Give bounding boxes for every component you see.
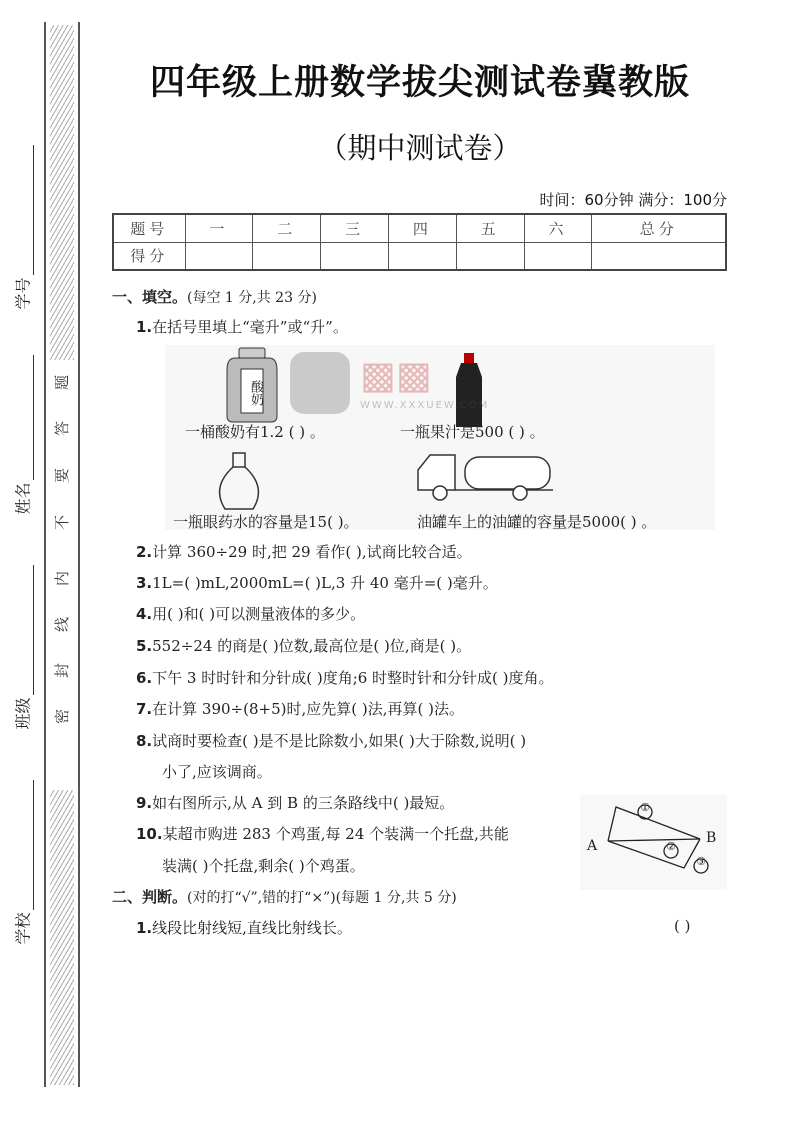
seal-char: 答	[53, 420, 72, 437]
seal-char: 封	[53, 662, 72, 679]
margin-line	[44, 22, 46, 1087]
judge-question-1	[136, 917, 352, 938]
question-text: 1L=( )mL,2000mL=( )L,3 升 40 毫升=( )毫升。	[152, 574, 498, 592]
oil-tanker-truck-icon	[418, 455, 553, 500]
question-7	[136, 698, 464, 719]
seal-char: 题	[53, 374, 72, 391]
table-cell: 得分	[113, 242, 185, 270]
section-title: 一、填空。	[112, 288, 188, 306]
student-id-label: 学号	[13, 277, 33, 310]
point-a-label: A	[587, 838, 598, 854]
watermark-logo: ▩▩ WWW.XXXUEW.COM	[290, 352, 520, 416]
table-cell: 二	[253, 214, 321, 242]
question-number: 2.	[136, 543, 153, 561]
field-underline	[33, 145, 34, 275]
exam-body	[112, 0, 732, 1122]
yogurt-label: 酸奶	[248, 380, 263, 406]
page-title: 四年级上册数学拔尖测试卷冀教版	[149, 63, 690, 103]
question-number: 9.	[136, 794, 153, 812]
eye-drop-bottle-icon	[220, 453, 259, 509]
seal-char: 不	[53, 514, 72, 531]
question-2	[136, 541, 472, 562]
field-underline	[33, 780, 34, 910]
question-text: 线段比射线短,直线比射线长。	[152, 919, 352, 937]
question-number: 3.	[136, 574, 153, 592]
hatch-pattern	[50, 25, 74, 360]
hatch-pattern	[50, 790, 74, 1085]
table-cell: 五	[456, 214, 524, 242]
point-b-label: B	[706, 830, 717, 846]
name-label: 姓名	[13, 482, 33, 515]
question-number: 4.	[136, 605, 153, 623]
question-6	[136, 667, 554, 688]
question-1	[136, 316, 348, 337]
table-cell: 一	[185, 214, 253, 242]
question-text: 某超市购进 283 个鸡蛋,每 24 个装满一个托盘,共能	[162, 825, 509, 843]
seal-char: 线	[53, 616, 72, 633]
question-3	[136, 572, 498, 593]
route-1-label: ①	[640, 801, 650, 814]
page-subtitle: （期中测试卷）	[318, 131, 522, 165]
margin-line	[78, 22, 80, 1087]
route-3-label: ③	[696, 855, 706, 868]
time-info: 时间：60分钟 满分：100分	[539, 191, 727, 209]
seal-char: 要	[53, 467, 72, 484]
question-number: 10.	[136, 825, 163, 843]
question-number: 8.	[136, 732, 153, 750]
q1-item-tanker: 油罐车上的油罐的容量是5000( ) 。	[417, 513, 657, 531]
section2-heading	[112, 886, 457, 907]
question-text: 552÷24 的商是( )位数,最高位是( )位,商是( )。	[152, 637, 472, 655]
q1-item-juice: 一瓶果汁是500 ( ) 。	[400, 423, 545, 441]
seal-char: 内	[53, 570, 72, 587]
field-underline	[33, 355, 34, 480]
field-underline	[33, 565, 34, 695]
section1-heading	[112, 286, 317, 307]
question-text: 在括号里填上“毫升”或“升”。	[152, 318, 348, 336]
question-10	[136, 823, 509, 844]
question-number: 1.	[136, 318, 153, 336]
q1-item-yogurt: 一桶酸奶有1.2 ( ) 。	[185, 423, 325, 441]
seal-char: 密	[53, 708, 72, 725]
question-text: 计算 360÷29 时,把 29 看作( ),试商比较合适。	[152, 543, 472, 561]
question-5	[136, 635, 471, 656]
question-8	[136, 730, 526, 751]
question-9	[136, 792, 454, 813]
route-2-label: ②	[666, 840, 676, 853]
section-title: 二、判断。	[112, 888, 188, 906]
question-text: 下午 3 时时针和分针成( )度角;6 时整时针和分针成( )度角。	[152, 669, 554, 687]
question-text: 用( )和( )可以测量液体的多少。	[152, 605, 366, 623]
table-cell: 总分	[592, 214, 726, 242]
question-4	[136, 603, 365, 624]
route-lines	[580, 795, 727, 890]
question-8-cont: 小了,应该调商。	[162, 763, 272, 781]
watermark-text: WWW.XXXUEW.COM	[360, 400, 490, 411]
question-text: 如右图所示,从 A 到 B 的三条路线中( )最短。	[152, 794, 455, 812]
class-label: 班级	[13, 697, 33, 730]
question-10-cont: 装满( )个托盘,剩余( )个鸡蛋。	[162, 857, 365, 875]
table-cell: 六	[524, 214, 592, 242]
answer-blank[interactable]: ( )	[674, 917, 691, 935]
question-text: 试商时要检查( )是不是比除数小,如果( )大于除数,说明( )	[152, 732, 527, 750]
question-number: 6.	[136, 669, 153, 687]
q1-item-eye-drops: 一瓶眼药水的容量是15( )。	[173, 513, 359, 531]
school-label: 学校	[13, 912, 33, 945]
section-note: (每空 1 分,共 23 分)	[187, 290, 317, 306]
question-text: 在计算 390÷(8+5)时,应先算( )法,再算( )法。	[152, 700, 464, 718]
question-number: 1.	[136, 919, 153, 937]
question-number: 7.	[136, 700, 153, 718]
section-note: (对的打“√”,错的打“×”)(每题 1 分,共 5 分)	[187, 890, 457, 906]
table-cell: 四	[388, 214, 456, 242]
table-cell: 题号	[113, 214, 185, 242]
route-figure	[580, 795, 727, 890]
question-number: 5.	[136, 637, 153, 655]
table-cell: 三	[321, 214, 389, 242]
